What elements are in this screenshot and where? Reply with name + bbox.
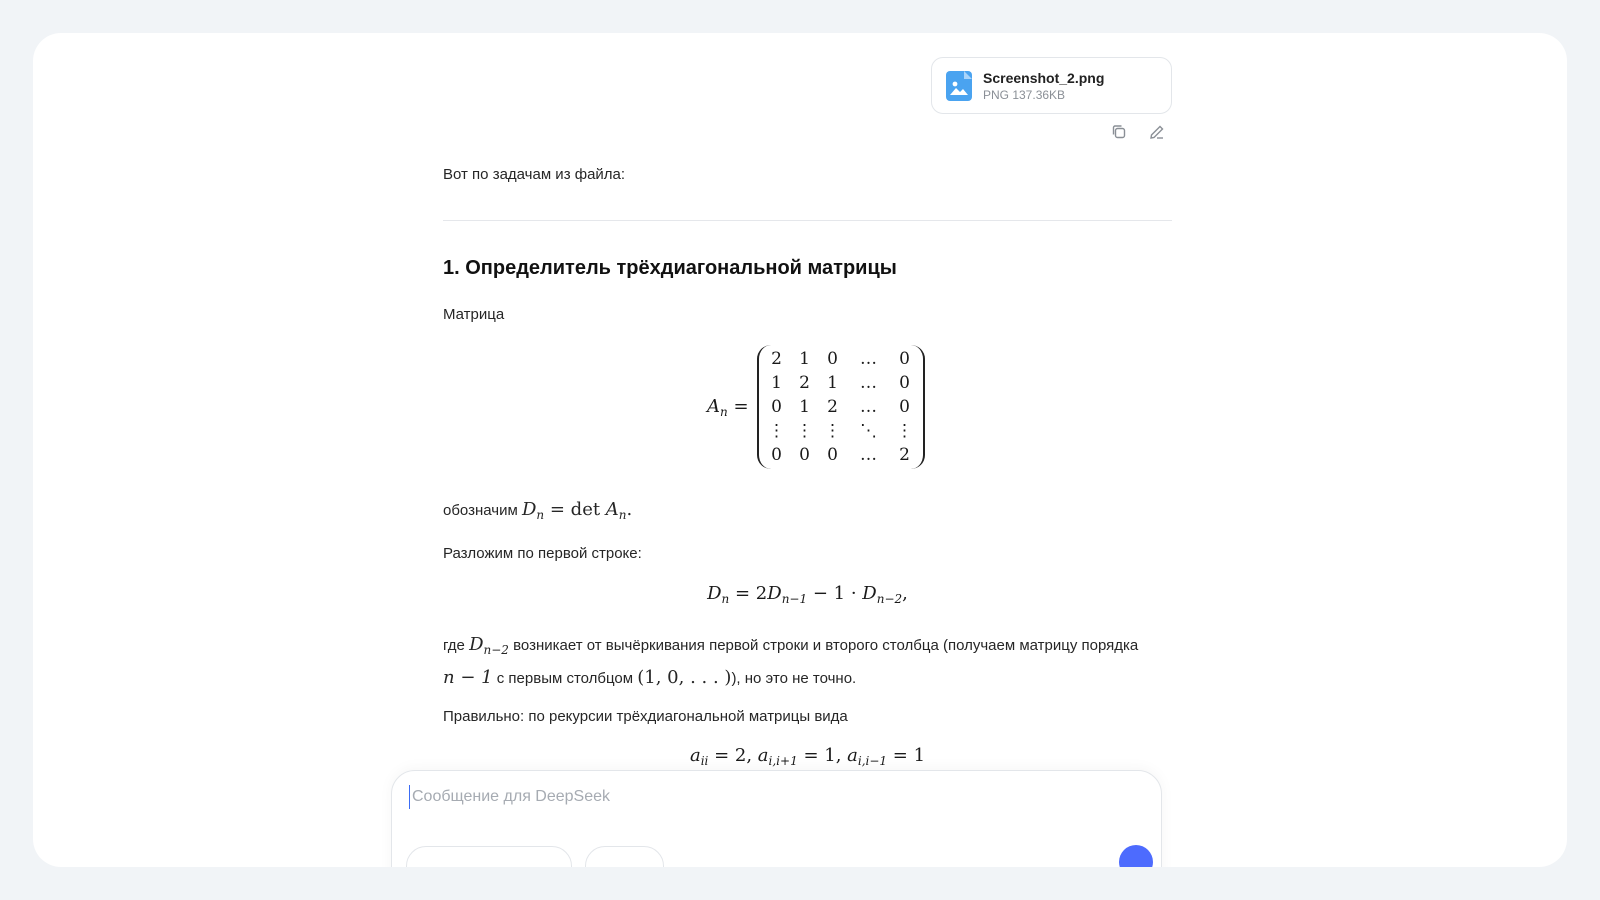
- matrix-cell: …: [860, 445, 878, 465]
- notation-line: обозначим $D_n = \det A_n$.: [443, 499, 633, 522]
- message-composer: [391, 770, 1162, 867]
- composer-option-button[interactable]: [406, 846, 572, 867]
- matrix-label: Матрица: [443, 306, 505, 323]
- response-intro: Вот по задачам из файла:: [443, 166, 626, 183]
- matrix-cell: ⋮: [796, 421, 814, 441]
- matrix-cell: 2: [899, 445, 910, 465]
- edit-icon[interactable]: [1148, 123, 1166, 141]
- matrix-cell: 0: [899, 349, 910, 369]
- matrix-cell: 2: [827, 397, 838, 417]
- matrix-cell: 0: [771, 397, 782, 417]
- matrix-cell: ⋮: [896, 421, 914, 441]
- composer-option-button-2[interactable]: [585, 846, 664, 867]
- matrix-cell: 0: [827, 349, 838, 369]
- matrix-cell: 0: [899, 397, 910, 417]
- bottom-equation: $a_{ii} = 2$, $a_{i,i+1} = 1$, $a_{i,i-1} = 1$: [689, 745, 926, 768]
- chat-window: [33, 33, 1567, 867]
- matrix-cell: …: [860, 349, 878, 369]
- message-input[interactable]: [409, 785, 1109, 809]
- correct-text: Правильно: по рекурсии трёхдиагональной матрицы вида: [443, 708, 848, 725]
- matrix-cell: 1: [799, 349, 810, 369]
- recurrence-equation: $D_n = 2D_{n-1} - 1 \cdot D_{n-2}$,: [707, 583, 908, 606]
- matrix-cell: 0: [899, 373, 910, 393]
- matrix-cell: 0: [771, 445, 782, 465]
- divider: [443, 220, 1172, 221]
- matrix-cell: 2: [771, 349, 782, 369]
- matrix-cell: 1: [827, 373, 838, 393]
- attachment-file-info: PNG 137.36KB: [983, 87, 1066, 102]
- matrix-cell: 0: [799, 445, 810, 465]
- matrix-cell: ⋮: [768, 421, 786, 441]
- where-paragraph: где $D_{n-2}$ возникает от вычёркивания первой строки и второго столбца (получаем матрицу порядка n − 1 с первым столбцом (1, 0, . . . )), но это не точно.: [443, 634, 1139, 688]
- attachment-file-name: Screenshot_2.png: [983, 69, 1105, 86]
- matrix-cell: 2: [799, 373, 810, 393]
- matrix-cell: 1: [799, 397, 810, 417]
- message-actions: [1110, 123, 1166, 141]
- matrix-grid: [757, 345, 925, 469]
- send-button[interactable]: [1119, 845, 1153, 867]
- expand-text: Разложим по первой строке:: [443, 545, 642, 562]
- matrix-cell: 1: [771, 373, 782, 393]
- image-file-icon: [946, 71, 972, 101]
- matrix-cell: ⋱: [860, 421, 878, 441]
- matrix-cell: ⋮: [824, 421, 842, 441]
- chat-content: [410, 33, 1172, 867]
- matrix-cell: 0: [827, 445, 838, 465]
- matrix-equation: [707, 345, 925, 469]
- attachment-card[interactable]: [931, 57, 1172, 114]
- copy-icon[interactable]: [1110, 123, 1128, 141]
- section-heading: 1. Определитель трёхдиагональной матрицы: [443, 257, 897, 279]
- matrix-lhs: $A_n$ =: [707, 395, 749, 419]
- matrix-cell: …: [860, 397, 878, 417]
- matrix-cell: …: [860, 373, 878, 393]
